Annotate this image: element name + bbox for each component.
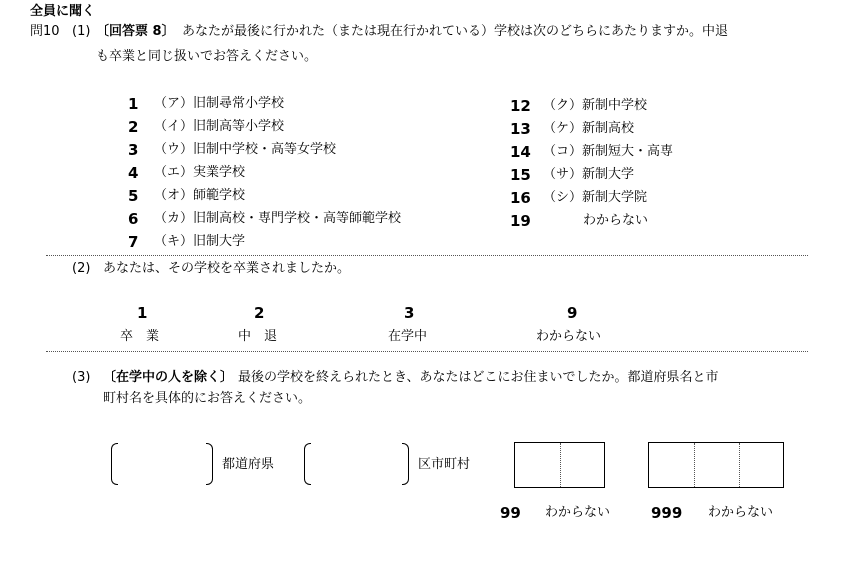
option-code: 2 [128,118,139,136]
option-label: （シ）新制大学院 [543,190,648,205]
option-label: （サ）新制大学 [543,167,635,182]
option-label: （ク）新制中学校 [543,98,648,113]
option-code: 1 [137,304,148,322]
subquestion-number-2: (2) [72,261,91,276]
digit-divider [560,443,561,487]
question-3-text-line2: 町村名を具体的にお答えください。 [103,391,312,406]
question-1-text-line2: も卒業と同じ扱いでお答えください。 [96,49,318,64]
prefecture-label: 都道府県 [222,457,275,472]
option-label: （オ）師範学校 [154,188,246,203]
exclusion-tag: 〔在学中の人を除く〕 [103,370,234,385]
option-code: 12 [510,97,531,115]
option-code: 99 [500,504,521,522]
option-code: 9 [567,304,578,322]
option-label: 卒 業 [120,329,160,344]
option-label: 中 退 [238,329,278,344]
question-1-text-line1: あなたが最後に行かれた（または現在行かれている）学校は次のどちらにあたりますか。中退 [182,24,729,39]
option-code: 19 [510,212,531,230]
bracket-left [304,443,311,485]
option-code: 14 [510,143,531,161]
option-code: 13 [510,120,531,138]
option-label: （イ）旧制高等小学校 [154,119,285,134]
option-label: （ア）旧制尋常小学校 [154,96,285,111]
question-number: 問10 [30,24,60,39]
question-3-text-line1: 最後の学校を終えられたとき、あなたはどこにお住まいでしたか。都道府県名と市 [238,370,719,385]
city-code-box[interactable] [648,442,784,488]
option-code: 999 [651,504,683,522]
prefecture-code-box[interactable] [514,442,605,488]
option-label: （カ）旧制高校・専門学校・高等師範学校 [154,211,402,226]
bracket-right [402,443,409,485]
option-code: 4 [128,164,139,182]
section-heading: 全員に聞く [30,4,96,19]
dotted-divider [46,255,808,256]
option-code: 1 [128,95,139,113]
answer-card-tag: 〔回答票 8〕 [96,24,175,39]
option-label: （コ）新制短大・高専 [543,144,674,159]
option-label: （ケ）新制高校 [543,121,635,136]
option-code: 15 [510,166,531,184]
question-2-text: あなたは、その学校を卒業されましたか。 [103,261,351,276]
option-label: （キ）旧制大学 [154,234,246,249]
digit-divider [739,443,740,487]
option-code: 7 [128,233,139,251]
option-code: 2 [254,304,265,322]
option-code: 3 [404,304,415,322]
bracket-left [111,443,118,485]
digit-divider [694,443,695,487]
option-code: 5 [128,187,139,205]
option-label: （エ）実業学校 [154,165,246,180]
option-label: （ウ）旧制中学校・高等女学校 [154,142,337,157]
option-code: 6 [128,210,139,228]
dotted-divider [46,351,808,352]
subquestion-number-1: (1) [72,24,91,39]
bracket-right [206,443,213,485]
city-label: 区市町村 [418,457,471,472]
option-code: 3 [128,141,139,159]
option-label: わからない [545,505,611,520]
option-label: わからない [708,505,774,520]
option-code: 16 [510,189,531,207]
option-label: 在学中 [388,329,428,344]
option-label: わからない [536,329,602,344]
option-label: わからない [583,213,649,228]
subquestion-number-3: (3) [72,370,91,385]
